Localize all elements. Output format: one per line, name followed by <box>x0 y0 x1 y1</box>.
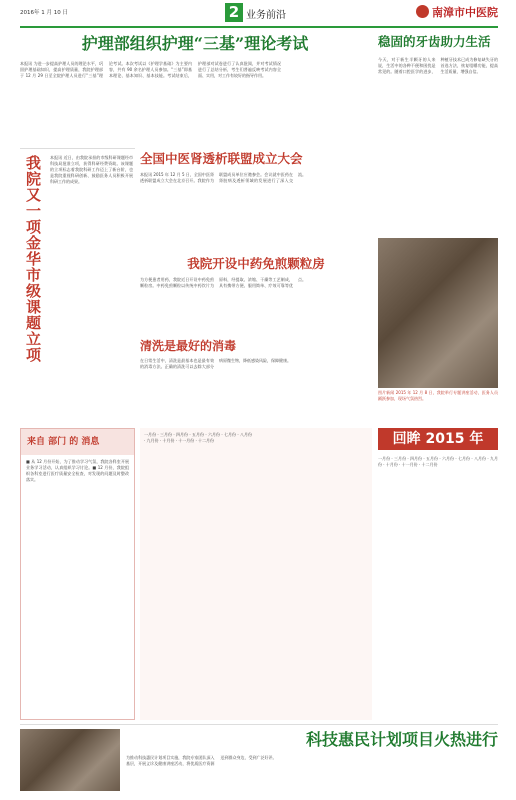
article-teeth <box>378 33 498 233</box>
review-right <box>378 428 498 720</box>
article-body: 本报讯 为进一步提高护理人员的理论水平，巩固护理基础知识，提高护理质量，我院护理部于 12 月 29 日至全院护理人员进行“三基”理论考试。本次考试以《护理学基础》为主要内容，共有 90 余名护理人员参加。“三基”即基本理论、基本知识、基本技能。考试结束后，护理部对试卷进行了认真批阅，并对考试情况进行了总结分析，考生们普遍反映考试内容全面、实用，对工作有较好的指导作用。 <box>20 61 281 78</box>
article-title: 我院又一项金华市级课题立项 <box>24 155 42 363</box>
review-title: 回眸 2015 年 <box>378 428 498 450</box>
article-body: 本报讯 2015 年 12 月 5 日，全国中医肾透析联盟成立大会在北京召开。我院作为联盟成员单位应邀参会。会议就中医药在肾脏病及透析领域的发展进行了深入交流。 <box>140 172 306 183</box>
article-nursing <box>20 33 370 143</box>
issue-date: 2016年 1 月 10 日 <box>20 10 68 16</box>
article-body: 为方便患者用药，我院近日开设中药免煎颗粒房。中药免煎颗粒以传统中药饮片为原料，经提取、浓缩、干燥等工艺制成，具有携带方便、服用简单、疗效可靠等优点。 <box>140 277 306 288</box>
column-title: 来自 部门 的 消息 <box>27 437 100 447</box>
article-title: 清洗是最好的消毒 <box>140 339 237 353</box>
article-body: 本报讯 近日，由我院承担的市级科研课题经市科技局批准立项，获得科研经费资助。该课题的立项标志着我院科研工作迈上了新台阶，也是我院重视科研创新、鼓励医务人员积极开展科研工作的成果。 <box>50 155 133 184</box>
review-timeline <box>140 428 372 720</box>
photo-caption: 图片新闻 2015 年 12 月 8 日，我院举行专题讲座活动，医务人员踊跃参加，现场气氛热烈。 <box>378 390 498 401</box>
article-title: 全国中医肾透析联盟成立大会 <box>140 151 303 166</box>
article-body: 今天，对于新生半颗牙的人来说，生活中的各种不便和困扰是常见的。随着口腔医学的进步，种植牙技术已成为修复缺失牙的首选方法，恢复咀嚼功能，提高生活质量，增强自信。 <box>378 57 498 74</box>
article-title: 科技惠民计划项目火热进行 <box>305 730 498 749</box>
review-body-right: 一月份 · 三月份 · 四月份 · 五月份 · 六月份 · 七月份 · 八月份 · 九月份 · 十月份 · 十一月份 · 十二月份 <box>378 456 498 467</box>
column-body: ■ 从 12 月份开始，为了推动学习气氛，我院各科室开展业务学习活动，认真组织学习讨论。■ 12 月份，我院组织各科室进行医疗质量安全检查，对发现的问题及时整改落实。 <box>26 459 129 482</box>
seal-icon <box>416 5 429 18</box>
article-title: 我院开设中药免煎颗粒房 <box>187 256 325 271</box>
article-body: 在日常生活中，清洗是最基本也是最有效的消毒方法。正确的清洗可以去除大部分病原微生物，降低感染风险，保障健康。 <box>140 358 291 369</box>
article-science <box>20 724 498 794</box>
article-title: 护理部组织护理“三基”理论考试 <box>81 34 309 53</box>
page-number: 2 <box>225 3 243 22</box>
article-dialysis <box>140 150 372 250</box>
news-photo <box>378 238 498 388</box>
review-body: 一月份 · 三月份 · 四月份 · 五月份 · 六月份 · 七月份 · 八月份 · 九月份 · 十月份 · 十一月份 · 十二月份 <box>144 432 252 443</box>
article-title: 稳固的牙齿助力生活 <box>378 34 491 49</box>
newspaper-logo <box>416 4 498 20</box>
logo-name: 南漳市中医院 <box>432 6 498 19</box>
science-photo <box>20 729 120 791</box>
column-department-news <box>20 428 135 720</box>
article-project <box>20 148 135 420</box>
page-header <box>20 0 498 26</box>
article-body: 为推动科技惠民计划项目实施，我院专家团队深入基层，开展义诊及健康讲座活动，将优质医疗资源送到群众身边，受到广泛好评。 <box>126 755 277 766</box>
column-header <box>21 429 134 455</box>
article-disinfect <box>140 338 372 420</box>
section-title: 业务前沿 <box>246 10 286 21</box>
article-decoction <box>140 255 372 335</box>
header-rule <box>20 26 498 28</box>
